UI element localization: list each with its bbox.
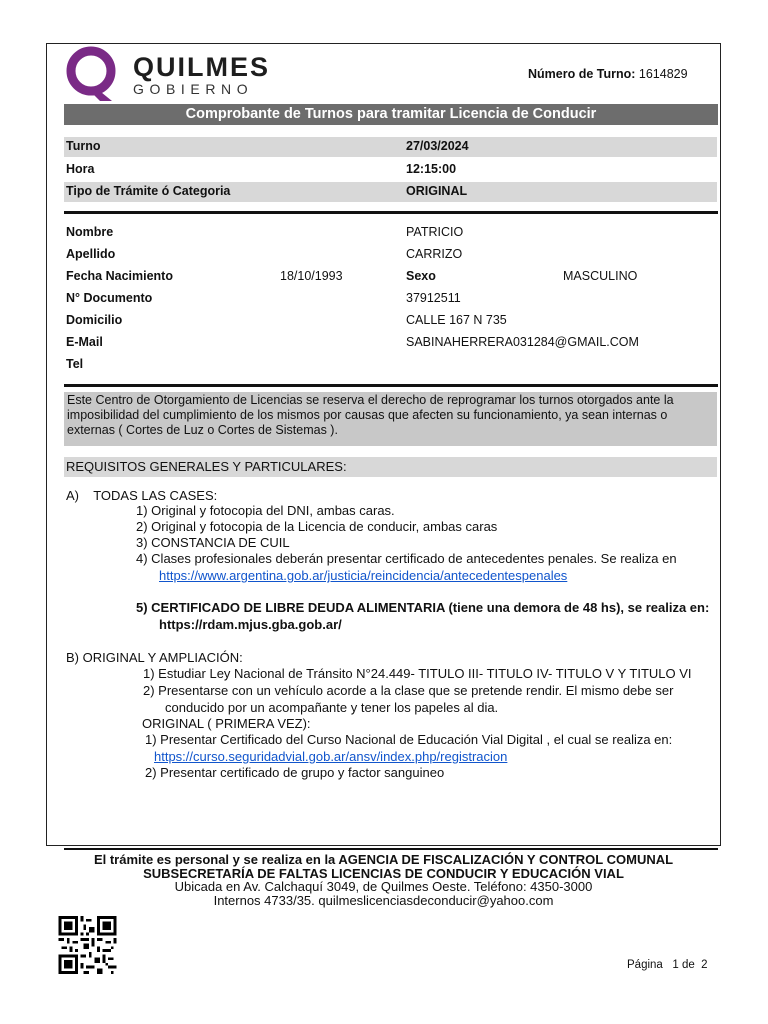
turno-number-value: 1614829 bbox=[638, 67, 688, 81]
footer-line-1: El trámite es personal y se realiza en la AGENCIA DE FISCALIZACIÓN Y CONTROL COMUNAL bbox=[93, 852, 674, 867]
req-b2-cont: conducido por un acompañante y tener los papeles al dia. bbox=[165, 700, 499, 715]
hora-label: Hora bbox=[66, 162, 95, 176]
page-indicator: Página 1 de 2 bbox=[627, 959, 708, 971]
tipo-value: ORIGINAL bbox=[406, 184, 468, 198]
logo-title: QUILMES bbox=[133, 52, 271, 82]
apellido-value: CARRIZO bbox=[406, 247, 463, 261]
req-b2: 2) Presentarse con un vehículo acorde a la clase que se pretende rendir. El mismo debe ser bbox=[143, 683, 674, 698]
req-a5: 5) CERTIFICADO DE LIBRE DEUDA ALIMENTARIA (tiene una demora de 48 hs), se realiza en: bbox=[136, 600, 710, 615]
requirements-heading: REQUISITOS GENERALES Y PARTICULARES: bbox=[64, 457, 717, 477]
row-shade-turno bbox=[64, 137, 717, 157]
footer-line-4: Internos 4733/35. quilmeslicenciasdeconducir@yahoo.com bbox=[213, 893, 554, 908]
divider-mid bbox=[64, 384, 718, 387]
req-a4: 4) Clases profesionales deberán presentar certificado de antecedentes penales. Se realiza en bbox=[136, 551, 677, 566]
hora-value: 12:15:00 bbox=[406, 162, 457, 176]
divider-top bbox=[64, 211, 718, 214]
nombre-value: PATRICIO bbox=[406, 225, 464, 239]
turno-date: 27/03/2024 bbox=[406, 139, 469, 153]
notice-box bbox=[64, 392, 717, 446]
qr-code-icon bbox=[56, 916, 119, 974]
document-title: Comprobante de Turnos para tramitar Licencia de Conducir bbox=[64, 104, 718, 125]
req-a2: 2) Original y fotocopia de la Licencia de conducir, ambas caras bbox=[136, 519, 498, 534]
documento-label: N° Documento bbox=[66, 291, 153, 305]
logo-subtitle: GOBIERNO bbox=[133, 81, 254, 97]
email-value: SABINAHERRERA031284@GMAIL.COM bbox=[406, 335, 639, 349]
tipo-label: Tipo de Trámite ó Categoria bbox=[66, 184, 231, 198]
curso-vial-link[interactable]: https://curso.seguridadvial.gob.ar/ansv/index.php/registracion bbox=[154, 749, 508, 764]
req-a1: 1) Original y fotocopia del DNI, ambas caras. bbox=[136, 503, 395, 518]
req-o1: 1) Presentar Certificado del Curso Nacional de Educación Vial Digital , el cual se realiza en: bbox=[145, 732, 673, 747]
apellido-label: Apellido bbox=[66, 247, 116, 261]
sexo-value: MASCULINO bbox=[563, 269, 638, 283]
quilmes-logo-icon bbox=[64, 44, 122, 102]
domicilio-label: Domicilio bbox=[66, 313, 123, 327]
section-a-title: A) TODAS LAS CASES: bbox=[66, 488, 218, 503]
original-title: ORIGINAL ( PRIMERA VEZ): bbox=[142, 716, 311, 731]
footer-divider bbox=[64, 848, 718, 850]
notice-line-3: externas ( Cortes de Luz o Cortes de Sistemas ). bbox=[67, 423, 338, 437]
footer-line-3: Ubicada en Av. Calchaquí 3049, de Quilmes Oeste. Teléfono: 4350-3000 bbox=[174, 879, 593, 894]
section-b-title: B) ORIGINAL Y AMPLIACIÓN: bbox=[66, 650, 243, 665]
notice-line-2: imposibilidad del cumplimiento de los mismos por causas que afecten su funcionamiento, ya sean internas o bbox=[67, 408, 668, 422]
turno-number bbox=[528, 67, 688, 81]
req-b1: 1) Estudiar Ley Nacional de Tránsito N°24.449- TITULO III- TITULO IV- TITULO V Y TITULO VI bbox=[143, 666, 692, 681]
nacimiento-value: 18/10/1993 bbox=[280, 269, 343, 283]
footer-line-2: SUBSECRETARÍA DE FALTAS LICENCIAS DE CONDUCIR Y EDUCACIÓN VIAL bbox=[143, 866, 624, 881]
tel-label: Tel bbox=[66, 357, 84, 371]
rdam-link[interactable]: https://rdam.mjus.gba.gob.ar/ bbox=[159, 617, 342, 632]
turno-label: Turno bbox=[66, 139, 101, 153]
antecedentes-link[interactable]: https://www.argentina.gob.ar/justicia/reincidencia/antecedentespenales bbox=[159, 568, 568, 583]
turno-number-label: Número de Turno: bbox=[528, 67, 636, 81]
nacimiento-label: Fecha Nacimiento bbox=[66, 269, 173, 283]
req-o2: 2) Presentar certificado de grupo y factor sanguineo bbox=[145, 765, 445, 780]
req-a3: 3) CONSTANCIA DE CUIL bbox=[136, 535, 290, 550]
documento-value: 37912511 bbox=[406, 291, 461, 305]
domicilio-value: CALLE 167 N 735 bbox=[406, 313, 507, 327]
nombre-label: Nombre bbox=[66, 225, 114, 239]
notice-line-1: Este Centro de Otorgamiento de Licencias se reserva el derecho de reprogramar los turnos otorgados ante la bbox=[67, 393, 674, 407]
email-label: E-Mail bbox=[66, 335, 103, 349]
sexo-label: Sexo bbox=[406, 269, 436, 283]
